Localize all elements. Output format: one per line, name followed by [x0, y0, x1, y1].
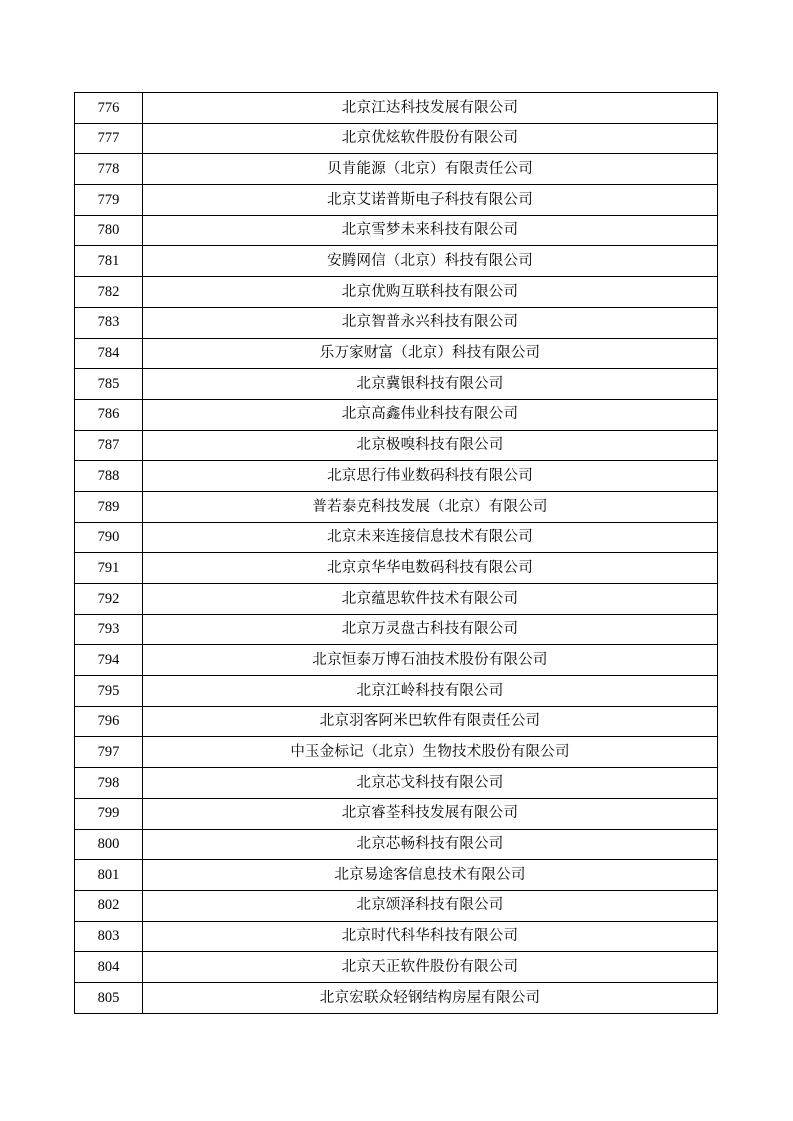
row-number: 794 — [75, 645, 143, 676]
table-row — [75, 307, 718, 338]
row-number: 779 — [75, 185, 143, 216]
company-name: 北京时代科华科技有限公司 — [143, 921, 718, 952]
company-name: 北京天正软件股份有限公司 — [143, 952, 718, 983]
company-name: 北京未来连接信息技术有限公司 — [143, 522, 718, 553]
company-list-body — [75, 93, 718, 1014]
table-row — [75, 614, 718, 645]
company-name: 北京睿荃科技发展有限公司 — [143, 798, 718, 829]
company-name: 北京艾诺普斯电子科技有限公司 — [143, 185, 718, 216]
table-row — [75, 246, 718, 277]
row-number: 786 — [75, 399, 143, 430]
row-number: 784 — [75, 338, 143, 369]
table-row — [75, 123, 718, 154]
company-name: 北京思行伟业数码科技有限公司 — [143, 461, 718, 492]
row-number: 782 — [75, 277, 143, 308]
table-row — [75, 860, 718, 891]
row-number: 803 — [75, 921, 143, 952]
row-number: 780 — [75, 215, 143, 246]
row-number: 802 — [75, 890, 143, 921]
row-number: 791 — [75, 553, 143, 584]
company-name: 北京优购互联科技有限公司 — [143, 277, 718, 308]
row-number: 805 — [75, 982, 143, 1013]
company-name: 北京优炫软件股份有限公司 — [143, 123, 718, 154]
company-list-table — [74, 92, 718, 1014]
company-name: 北京江达科技发展有限公司 — [143, 93, 718, 124]
company-name: 北京高鑫伟业科技有限公司 — [143, 399, 718, 430]
table-row — [75, 829, 718, 860]
company-name: 北京冀银科技有限公司 — [143, 369, 718, 400]
table-row — [75, 768, 718, 799]
table-row — [75, 952, 718, 983]
company-name: 北京羽客阿米巴软件有限责任公司 — [143, 706, 718, 737]
row-number: 796 — [75, 706, 143, 737]
table-row — [75, 676, 718, 707]
row-number: 795 — [75, 676, 143, 707]
table-row — [75, 584, 718, 615]
table-row — [75, 522, 718, 553]
company-name: 北京极嗅科技有限公司 — [143, 430, 718, 461]
table-row — [75, 215, 718, 246]
table-row — [75, 399, 718, 430]
company-name: 北京宏联众轻钢结构房屋有限公司 — [143, 982, 718, 1013]
company-name: 贝肯能源（北京）有限责任公司 — [143, 154, 718, 185]
table-row — [75, 890, 718, 921]
row-number: 777 — [75, 123, 143, 154]
row-number: 781 — [75, 246, 143, 277]
table-row — [75, 369, 718, 400]
table-row — [75, 798, 718, 829]
company-name: 北京智普永兴科技有限公司 — [143, 307, 718, 338]
row-number: 801 — [75, 860, 143, 891]
table-row — [75, 338, 718, 369]
row-number: 785 — [75, 369, 143, 400]
company-name: 普若泰克科技发展（北京）有限公司 — [143, 491, 718, 522]
row-number: 783 — [75, 307, 143, 338]
table-row — [75, 461, 718, 492]
row-number: 789 — [75, 491, 143, 522]
row-number: 800 — [75, 829, 143, 860]
table-row — [75, 706, 718, 737]
table-row — [75, 154, 718, 185]
company-name: 北京江岭科技有限公司 — [143, 676, 718, 707]
company-name: 乐万家财富（北京）科技有限公司 — [143, 338, 718, 369]
company-name: 北京雪梦未来科技有限公司 — [143, 215, 718, 246]
company-name: 北京京华华电数码科技有限公司 — [143, 553, 718, 584]
table-row — [75, 553, 718, 584]
company-name: 北京恒泰万博石油技术股份有限公司 — [143, 645, 718, 676]
table-row — [75, 93, 718, 124]
table-row — [75, 491, 718, 522]
table-row — [75, 645, 718, 676]
row-number: 778 — [75, 154, 143, 185]
row-number: 793 — [75, 614, 143, 645]
row-number: 792 — [75, 584, 143, 615]
company-name: 北京蕴思软件技术有限公司 — [143, 584, 718, 615]
row-number: 799 — [75, 798, 143, 829]
table-row — [75, 430, 718, 461]
row-number: 787 — [75, 430, 143, 461]
company-name: 安腾网信（北京）科技有限公司 — [143, 246, 718, 277]
table-row — [75, 185, 718, 216]
row-number: 798 — [75, 768, 143, 799]
row-number: 788 — [75, 461, 143, 492]
table-row — [75, 277, 718, 308]
company-name: 北京易途客信息技术有限公司 — [143, 860, 718, 891]
table-row — [75, 982, 718, 1013]
table-row — [75, 921, 718, 952]
company-name: 北京颂泽科技有限公司 — [143, 890, 718, 921]
row-number: 776 — [75, 93, 143, 124]
row-number: 797 — [75, 737, 143, 768]
company-name: 北京万灵盘古科技有限公司 — [143, 614, 718, 645]
row-number: 804 — [75, 952, 143, 983]
company-name: 北京芯戈科技有限公司 — [143, 768, 718, 799]
row-number: 790 — [75, 522, 143, 553]
company-name: 中玉金标记（北京）生物技术股份有限公司 — [143, 737, 718, 768]
company-name: 北京芯畅科技有限公司 — [143, 829, 718, 860]
table-row — [75, 737, 718, 768]
